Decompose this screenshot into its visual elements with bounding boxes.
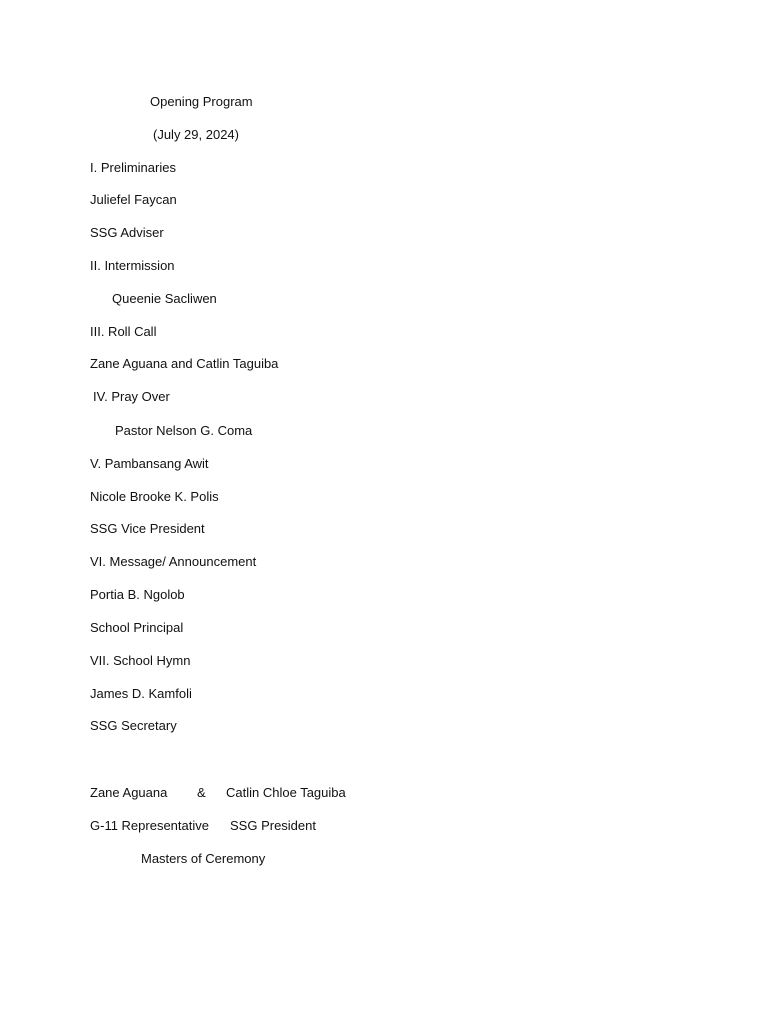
part-3-person: Zane Aguana and Catlin Taguiba [90,356,279,371]
part-2-person: Queenie Sacliwen [112,291,217,306]
part-7-heading: VII. School Hymn [90,653,191,668]
part-1-person: Juliefel Faycan [90,192,177,207]
part-5-person: Nicole Brooke K. Polis [90,489,219,504]
emcee-2-role: SSG President [230,818,316,833]
part-2-heading: II. Intermission [90,258,175,273]
part-7-person: James D. Kamfoli [90,686,192,701]
emcee-caption: Masters of Ceremony [141,851,266,866]
program-title: Opening Program [150,94,253,109]
part-6-heading: VI. Message/ Announcement [90,554,257,569]
part-7-role: SSG Secretary [90,718,177,733]
part-5-role: SSG Vice President [90,521,205,536]
part-1-role: SSG Adviser [90,225,164,240]
part-6-role: School Principal [90,620,184,635]
part-1-heading: I. Preliminaries [90,160,176,175]
part-4-heading: IV. Pray Over [93,389,170,404]
emcee-ampersand: & [197,785,206,800]
emcee-1-role: G-11 Representative [90,818,209,833]
part-5-heading: V. Pambansang Awit [90,456,209,471]
part-6-person: Portia B. Ngolob [90,587,185,602]
program-date: (July 29, 2024) [153,127,239,142]
emcee-2-name: Catlin Chloe Taguiba [226,785,346,800]
part-4-person: Pastor Nelson G. Coma [115,423,253,438]
emcee-1-name: Zane Aguana [90,785,168,800]
part-3-heading: III. Roll Call [90,324,157,339]
